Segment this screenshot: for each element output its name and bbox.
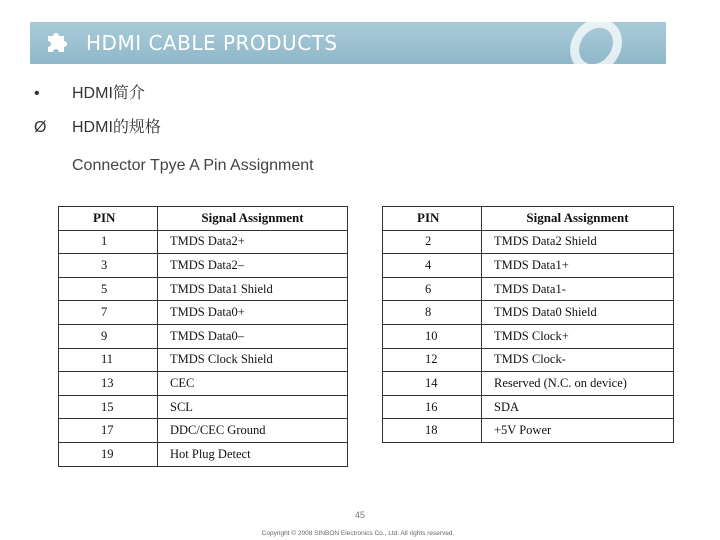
table-row	[59, 277, 348, 301]
column-header-signal: Signal Assignment	[482, 207, 674, 231]
pin-number: 10	[383, 324, 482, 348]
pin-number: 8	[383, 301, 482, 325]
signal-name: TMDS Data0+	[158, 301, 348, 325]
pin-number: 12	[383, 348, 482, 372]
column-header-signal: Signal Assignment	[158, 207, 348, 231]
signal-name: +5V Power	[482, 419, 674, 443]
signal-name: Hot Plug Detect	[158, 442, 348, 466]
signal-name: SCL	[158, 395, 348, 419]
signal-name: TMDS Data1+	[482, 254, 674, 278]
signal-name: TMDS Data1 Shield	[158, 277, 348, 301]
table-row	[383, 301, 674, 325]
signal-name: SDA	[482, 395, 674, 419]
table-row	[383, 419, 674, 443]
bullet-text: HDMI简介	[72, 85, 145, 102]
table-row	[59, 324, 348, 348]
pin-number: 6	[383, 277, 482, 301]
pin-number: 11	[59, 348, 158, 372]
signal-name: TMDS Clock Shield	[158, 348, 348, 372]
signal-name: TMDS Data0 Shield	[482, 301, 674, 325]
table-row	[59, 372, 348, 396]
pin-number: 7	[59, 301, 158, 325]
bullet-text: HDMI的规格	[72, 119, 161, 136]
table-row	[59, 419, 348, 443]
pin-number: 17	[59, 419, 158, 443]
table-row	[383, 230, 674, 254]
table-header-row	[383, 207, 674, 231]
bullet-item	[34, 114, 161, 137]
table-row	[59, 442, 348, 466]
table-row	[383, 277, 674, 301]
signal-name: TMDS Data2+	[158, 230, 348, 254]
decorative-ring-icon	[566, 22, 626, 64]
signal-name: DDC/CEC Ground	[158, 419, 348, 443]
pin-table-even	[382, 206, 674, 443]
table-row	[59, 395, 348, 419]
section-subtitle: Connector Tpye A Pin Assignment	[72, 157, 314, 174]
bullet-marker: •	[34, 85, 40, 102]
pin-number: 4	[383, 254, 482, 278]
table-row	[59, 230, 348, 254]
pin-number: 1	[59, 230, 158, 254]
pin-number: 14	[383, 372, 482, 396]
table-row	[383, 324, 674, 348]
page-title: HDMI CABLE PRODUCTS	[86, 31, 338, 55]
pin-number: 5	[59, 277, 158, 301]
column-header-pin: PIN	[59, 207, 158, 231]
pin-number: 2	[383, 230, 482, 254]
table-row	[383, 348, 674, 372]
signal-name: TMDS Data0–	[158, 324, 348, 348]
table-row	[59, 254, 348, 278]
signal-name: Reserved (N.C. on device)	[482, 372, 674, 396]
signal-name: TMDS Data2 Shield	[482, 230, 674, 254]
table-row	[383, 254, 674, 278]
pin-number: 15	[59, 395, 158, 419]
signal-name: TMDS Clock+	[482, 324, 674, 348]
bullet-item	[34, 80, 145, 103]
copyright-notice: Copyright © 2008 SINBON Electronics Co., Ltd. All rights reserved.	[261, 530, 455, 537]
signal-name: CEC	[158, 372, 348, 396]
pin-number: 18	[383, 419, 482, 443]
pin-number: 19	[59, 442, 158, 466]
puzzle-icon	[44, 30, 68, 54]
page-number: 45	[354, 510, 365, 520]
column-header-pin: PIN	[383, 207, 482, 231]
signal-name: TMDS Data2–	[158, 254, 348, 278]
signal-name: TMDS Data1-	[482, 277, 674, 301]
title-banner	[30, 22, 666, 64]
table-row	[59, 348, 348, 372]
table-row	[59, 301, 348, 325]
pin-number: 16	[383, 395, 482, 419]
pin-number: 13	[59, 372, 158, 396]
table-header-row	[59, 207, 348, 231]
signal-name: TMDS Clock-	[482, 348, 674, 372]
table-row	[383, 372, 674, 396]
table-row	[383, 395, 674, 419]
pin-number: 9	[59, 324, 158, 348]
pin-number: 3	[59, 254, 158, 278]
arrow-bullet-marker: Ø	[34, 119, 47, 136]
pin-table-odd	[58, 206, 348, 467]
